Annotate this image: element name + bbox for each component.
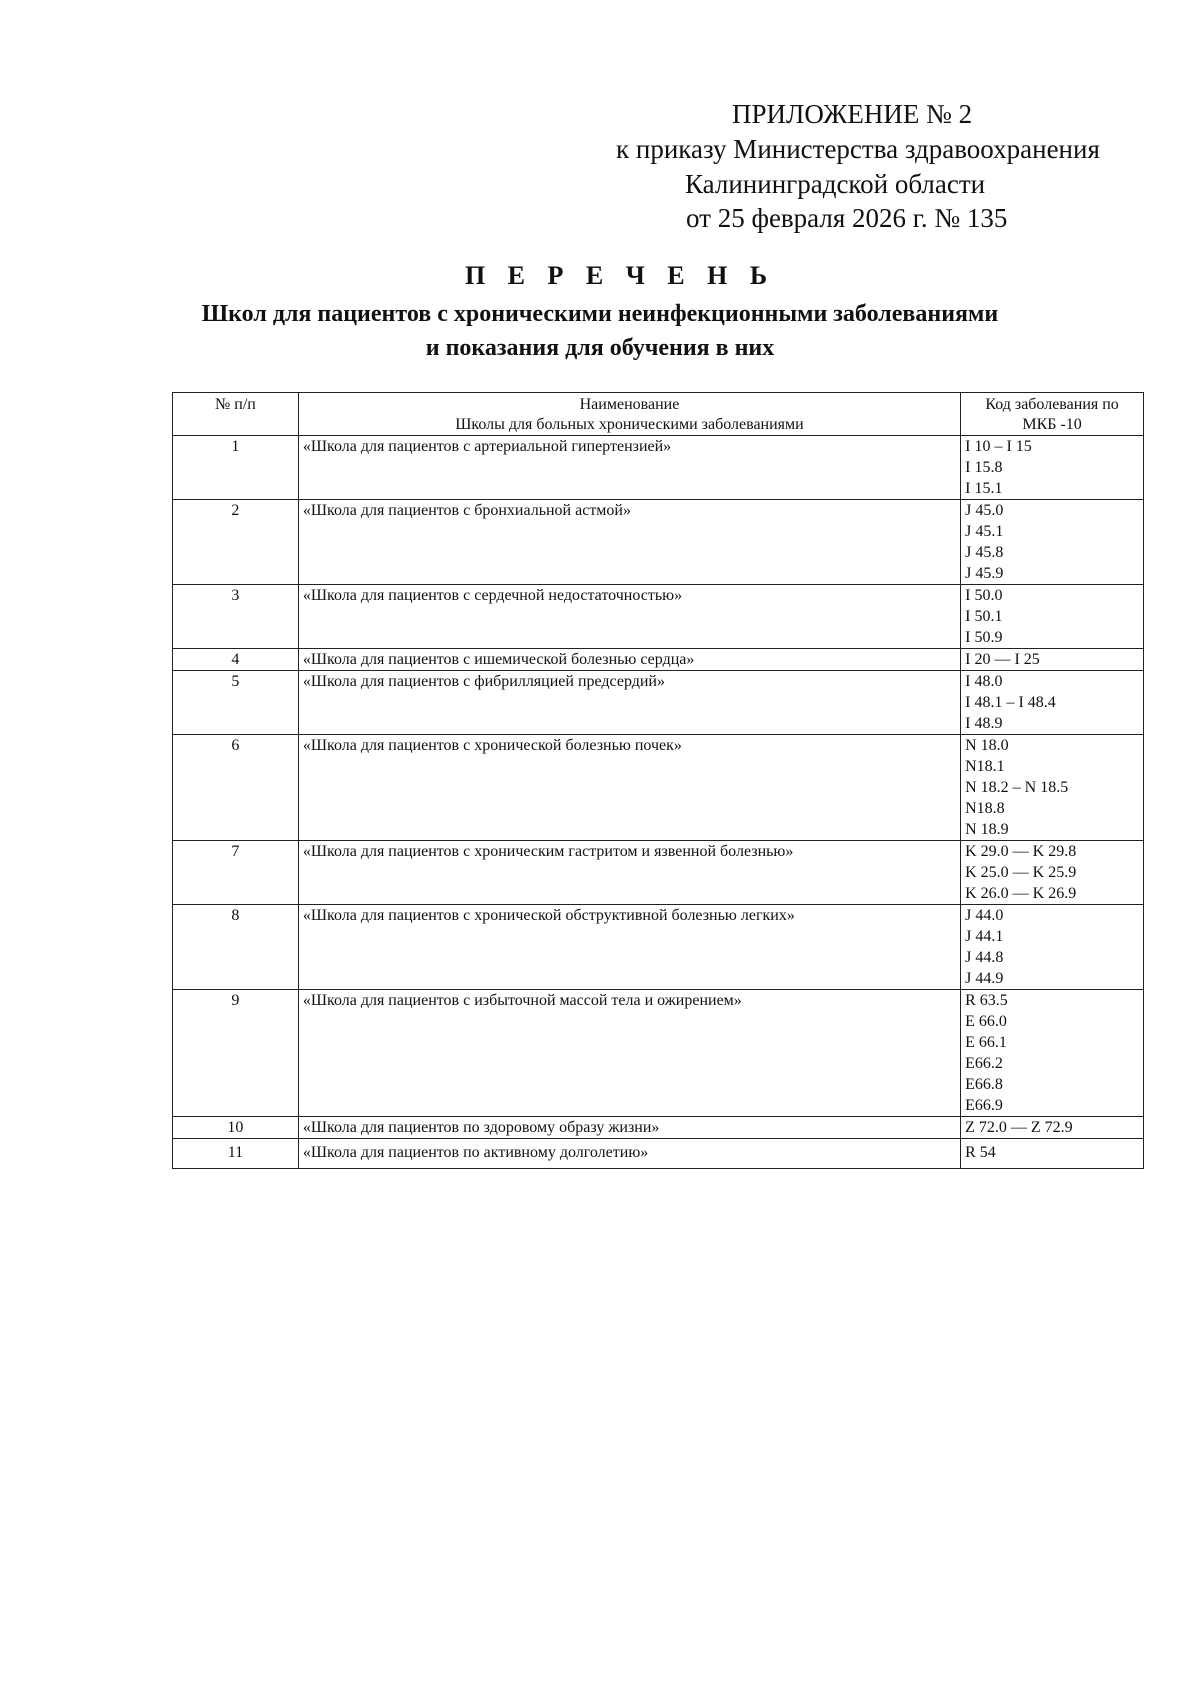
table-row <box>173 436 1144 500</box>
table-row <box>173 905 1144 990</box>
icd-code: E66.2 <box>965 1055 1003 1072</box>
row-number: 4 <box>173 649 299 671</box>
icd-code: J 44.0 <box>965 907 1004 924</box>
row-number: 1 <box>173 436 299 500</box>
row-number: 11 <box>173 1139 299 1169</box>
icd-code: N 18.2 – N 18.5 <box>965 779 1069 796</box>
icd-code: I 10 – I 15 <box>965 438 1032 455</box>
icd-code: I 50.9 <box>965 629 1003 646</box>
icd-codes <box>961 905 1144 990</box>
icd-code: N18.1 <box>965 758 1005 775</box>
icd-codes <box>961 735 1144 841</box>
table-row <box>173 841 1144 905</box>
document-subtitle: Школ для пациентов с хроническими неинфекционными заболеваниями <box>201 301 999 327</box>
row-number: 3 <box>173 585 299 649</box>
icd-code: E66.8 <box>965 1076 1003 1093</box>
school-name: «Школа для пациентов с хронической болезнью почек» <box>298 735 960 841</box>
icd-code: I 20 — I 25 <box>965 651 1040 668</box>
icd-codes <box>961 649 1144 671</box>
icd-code: N 18.9 <box>965 821 1009 838</box>
school-name: «Школа для пациентов с избыточной массой тела и ожирением» <box>298 990 960 1117</box>
icd-code: E 66.1 <box>965 1034 1007 1051</box>
icd-code: E66.9 <box>965 1097 1003 1114</box>
row-number: 7 <box>173 841 299 905</box>
icd-code: R 54 <box>965 1144 996 1161</box>
icd-code: I 48.1 – I 48.4 <box>965 694 1056 711</box>
school-name: «Школа для пациентов с бронхиальной астмой» <box>298 500 960 585</box>
icd-codes <box>961 841 1144 905</box>
icd-code: N 18.0 <box>965 737 1009 754</box>
row-number: 8 <box>173 905 299 990</box>
icd-code: J 45.9 <box>965 565 1004 582</box>
icd-code: I 15.8 <box>965 459 1003 476</box>
table-row <box>173 649 1144 671</box>
header-num: № п/п <box>173 393 299 436</box>
appendix-region: Калининградской области <box>685 169 986 199</box>
icd-codes <box>961 1117 1144 1139</box>
icd-code: E 66.0 <box>965 1013 1007 1030</box>
icd-code: I 48.0 <box>965 673 1003 690</box>
school-name: «Школа для пациентов с сердечной недостаточностью» <box>298 585 960 649</box>
icd-code: J 44.1 <box>965 928 1004 945</box>
icd-code: N18.8 <box>965 800 1005 817</box>
icd-codes <box>961 1139 1144 1169</box>
icd-codes <box>961 585 1144 649</box>
document-title: П Е Р Е Ч Е Н Ь <box>464 261 776 290</box>
document-subtitle-cont: и показания для обучения в них <box>425 335 775 361</box>
icd-code: K 26.0 — K 26.9 <box>965 885 1077 902</box>
table-row <box>173 671 1144 735</box>
row-number: 2 <box>173 500 299 585</box>
icd-code: Z 72.0 — Z 72.9 <box>965 1119 1073 1136</box>
table-row <box>173 585 1144 649</box>
table-row <box>173 735 1144 841</box>
icd-code: K 29.0 — K 29.8 <box>965 843 1077 860</box>
icd-code: I 50.1 <box>965 608 1003 625</box>
school-name: «Школа для пациентов с ишемической болезнью сердца» <box>298 649 960 671</box>
table-row <box>173 990 1144 1117</box>
row-number: 5 <box>173 671 299 735</box>
document-heading <box>0 258 1200 365</box>
icd-code: J 45.8 <box>965 544 1004 561</box>
row-number: 9 <box>173 990 299 1117</box>
icd-code: R 63.5 <box>965 992 1008 1009</box>
icd-code: K 25.0 — K 25.9 <box>965 864 1077 881</box>
appendix-date: от 25 февраля 2026 г. № 135 <box>686 203 1008 233</box>
school-name: «Школа для пациентов по активному долголетию» <box>298 1139 960 1169</box>
appendix-header <box>0 0 1200 240</box>
table-row <box>173 1117 1144 1139</box>
icd-code: J 45.1 <box>965 523 1004 540</box>
icd-codes <box>961 500 1144 585</box>
table-row <box>173 1139 1144 1169</box>
school-name: «Школа для пациентов по здоровому образу жизни» <box>298 1117 960 1139</box>
appendix-order-ref: к приказу Министерства здравоохранения <box>616 134 1100 164</box>
icd-code: J 44.9 <box>965 970 1004 987</box>
school-name: «Школа для пациентов с хронической обструктивной болезнью легких» <box>298 905 960 990</box>
header-code: Код заболевания по МКБ -10 <box>961 393 1144 436</box>
table-row <box>173 500 1144 585</box>
icd-codes <box>961 436 1144 500</box>
icd-codes <box>961 990 1144 1117</box>
icd-code: J 45.0 <box>965 502 1004 519</box>
icd-code: J 44.8 <box>965 949 1004 966</box>
appendix-number: ПРИЛОЖЕНИЕ № 2 <box>732 99 973 129</box>
table-header-row <box>173 393 1144 436</box>
row-number: 6 <box>173 735 299 841</box>
school-name: «Школа для пациентов с хроническим гастритом и язвенной болезнью» <box>298 841 960 905</box>
school-name: «Школа для пациентов с артериальной гипертензией» <box>298 436 960 500</box>
icd-code: I 50.0 <box>965 587 1003 604</box>
header-name: Наименование Школы для больных хроническими заболеваниями <box>298 393 960 436</box>
icd-code: I 15.1 <box>965 480 1003 497</box>
school-name: «Школа для пациентов с фибрилляцией предсердий» <box>298 671 960 735</box>
icd-codes <box>961 671 1144 735</box>
icd-code: I 48.9 <box>965 715 1003 732</box>
row-number: 10 <box>173 1117 299 1139</box>
schools-table <box>172 392 1144 1169</box>
